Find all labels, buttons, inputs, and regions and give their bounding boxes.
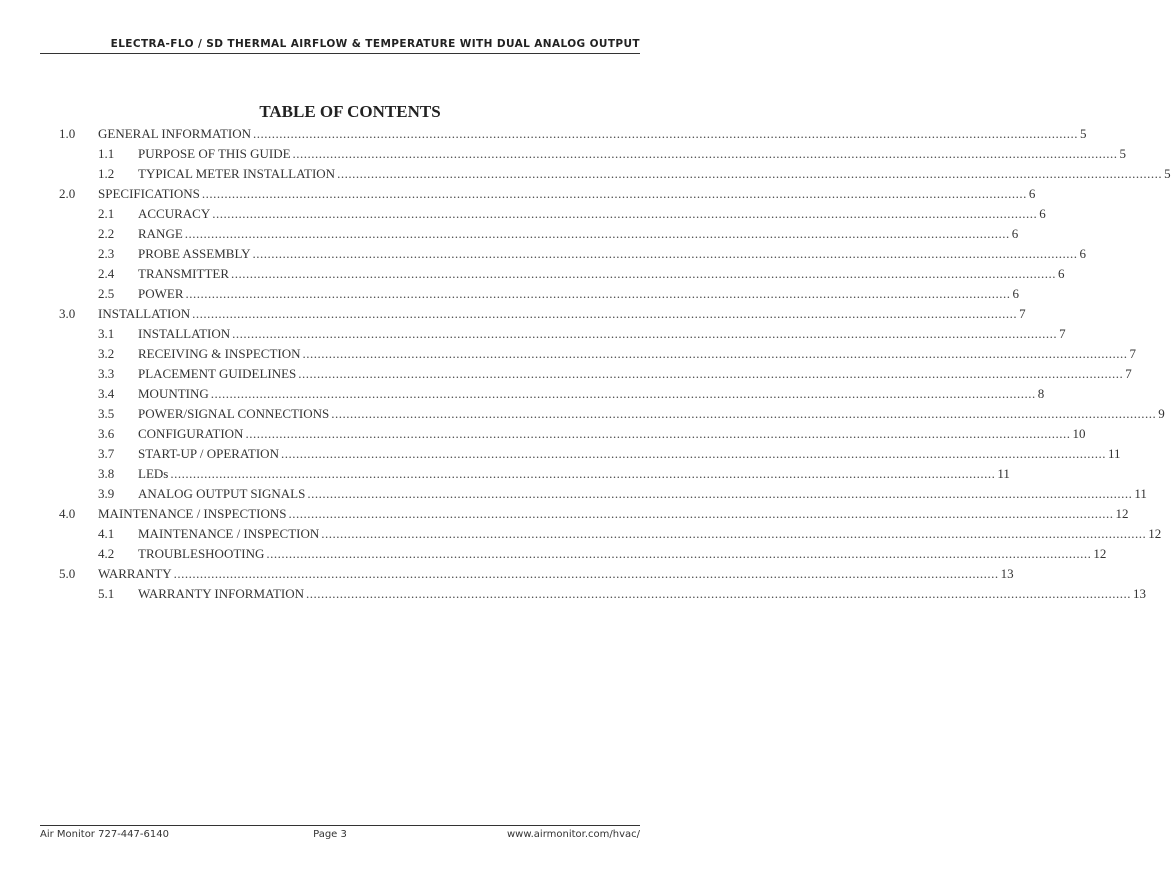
toc-entry-page: 7 bbox=[1129, 346, 1136, 361]
toc-entry-title: WARRANTY bbox=[98, 566, 172, 581]
toc-entry-number: 3.7 bbox=[98, 446, 115, 461]
toc-dot-leader: ............................................................................................................................................................................................................................ bbox=[210, 386, 1036, 401]
toc-entry-line bbox=[138, 444, 1121, 464]
toc-entry-line bbox=[138, 284, 1019, 304]
toc-entry[interactable] bbox=[0, 204, 1046, 224]
toc-entry-title: ANALOG OUTPUT SIGNALS bbox=[138, 486, 306, 501]
toc-entry-line bbox=[138, 264, 1065, 284]
toc-dot-leader: ............................................................................................................................................................................................................................ bbox=[321, 526, 1147, 541]
toc-heading: TABLE OF CONTENTS bbox=[259, 102, 441, 121]
toc-entry[interactable] bbox=[0, 224, 1019, 244]
toc-entry-title: GENERAL INFORMATION bbox=[98, 126, 251, 141]
toc-entry-title: RECEIVING & INSPECTION bbox=[138, 346, 301, 361]
toc-entry-line bbox=[98, 304, 1026, 324]
toc-entry-number: 3.0 bbox=[59, 306, 76, 321]
toc-entry-line bbox=[138, 204, 1046, 224]
footer-website: www.airmonitor.com/hvac/ bbox=[506, 829, 640, 840]
toc-entry-page: 6 bbox=[1058, 266, 1065, 281]
toc-entry-line bbox=[138, 404, 1165, 424]
toc-entry-page: 13 bbox=[1133, 586, 1146, 601]
toc-entry-title: PROBE ASSEMBLY bbox=[138, 246, 251, 261]
toc-entry-line bbox=[138, 364, 1132, 384]
toc-entry[interactable] bbox=[0, 404, 1165, 424]
toc-entry-title: WARRANTY INFORMATION bbox=[138, 586, 304, 601]
toc-entry-page: 11 bbox=[1107, 446, 1121, 461]
toc-entry-title: ACCURACY bbox=[138, 206, 211, 221]
toc-entry-number: 2.5 bbox=[98, 286, 115, 301]
toc-entry-number: 1.0 bbox=[59, 126, 76, 141]
toc-entry-title: INSTALLATION bbox=[98, 306, 191, 321]
toc-dot-leader: ............................................................................................................................................................................................................................ bbox=[212, 206, 1038, 221]
toc-entry-line bbox=[98, 184, 1036, 204]
toc-entry-number: 2.4 bbox=[98, 266, 115, 281]
toc-entry[interactable] bbox=[0, 304, 1026, 324]
toc-entry[interactable] bbox=[0, 504, 1129, 524]
toc-entry-line bbox=[98, 564, 1014, 584]
toc-entry-line bbox=[138, 244, 1086, 264]
toc-entry-number: 5.0 bbox=[59, 566, 76, 581]
toc-dot-leader: ............................................................................................................................................................................................................................ bbox=[185, 286, 1011, 301]
toc-entry[interactable] bbox=[0, 244, 1086, 264]
toc-dot-leader: ............................................................................................................................................................................................................................ bbox=[266, 546, 1092, 561]
toc-entry-title: POWER bbox=[138, 286, 184, 301]
toc-entry-line bbox=[138, 584, 1146, 604]
toc-entry-page: 12 bbox=[1115, 506, 1129, 521]
toc-dot-leader: ............................................................................................................................................................................................................................ bbox=[253, 126, 1078, 141]
toc-entry-number: 3.5 bbox=[98, 406, 115, 421]
toc-entry-number: 4.0 bbox=[59, 506, 76, 521]
toc-dot-leader: ............................................................................................................................................................................................................................ bbox=[331, 406, 1157, 421]
toc-entry-page: 5 bbox=[1164, 166, 1171, 181]
toc-entry-title: RANGE bbox=[138, 226, 183, 241]
toc-entry-title: POWER/SIGNAL CONNECTIONS bbox=[138, 406, 330, 421]
toc-entry[interactable] bbox=[0, 264, 1065, 284]
toc-entry[interactable] bbox=[0, 464, 1010, 484]
toc-dot-leader: ............................................................................................................................................................................................................................ bbox=[252, 246, 1078, 261]
toc-dot-leader: ............................................................................................................................................................................................................................ bbox=[280, 446, 1106, 461]
toc-dot-leader: ............................................................................................................................................................................................................................ bbox=[192, 306, 1018, 321]
footer-phone: Air Monitor 727-447-6140 bbox=[40, 829, 169, 840]
toc-entry-title: TRANSMITTER bbox=[138, 266, 229, 281]
toc-entry-line bbox=[98, 504, 1129, 524]
toc-entry[interactable] bbox=[0, 124, 1087, 144]
toc-entry[interactable] bbox=[0, 144, 1127, 164]
footer-page-number: Page 3 bbox=[313, 829, 347, 840]
toc-entry-number: 4.2 bbox=[98, 546, 115, 561]
toc-entry-number: 2.0 bbox=[59, 186, 76, 201]
toc-entry-page: 11 bbox=[997, 466, 1010, 481]
toc-entry-line bbox=[138, 424, 1086, 444]
toc-entry-page: 13 bbox=[1000, 566, 1014, 581]
toc-entry-title: MOUNTING bbox=[138, 386, 209, 401]
toc-entry-line bbox=[138, 224, 1019, 244]
toc-entry-title: PURPOSE OF THIS GUIDE bbox=[138, 146, 291, 161]
toc-entry[interactable] bbox=[0, 424, 1086, 444]
toc-entry[interactable] bbox=[0, 524, 1162, 544]
toc-entry-title: SPECIFICATIONS bbox=[98, 186, 200, 201]
toc-entry-line bbox=[138, 384, 1045, 404]
toc-entry-line bbox=[138, 324, 1066, 344]
toc-entry-number: 5.1 bbox=[98, 586, 115, 601]
toc-entry-title: TYPICAL METER INSTALLATION bbox=[138, 166, 336, 181]
toc-dot-leader: ............................................................................................................................................................................................................................ bbox=[245, 426, 1071, 441]
toc-entry-page: 5 bbox=[1080, 126, 1087, 141]
header-rule bbox=[40, 53, 640, 54]
toc-entry-page: 12 bbox=[1093, 546, 1107, 561]
toc-entry-page: 7 bbox=[1125, 366, 1132, 381]
toc-list bbox=[0, 124, 1171, 604]
toc-entry[interactable] bbox=[0, 544, 1107, 564]
toc-entry-number: 2.3 bbox=[98, 246, 115, 261]
toc-entry-number: 3.6 bbox=[98, 426, 115, 441]
toc-entry-number: 2.2 bbox=[98, 226, 115, 241]
toc-entry-number: 3.8 bbox=[98, 466, 115, 481]
toc-entry-line bbox=[98, 124, 1087, 144]
toc-entry-title: TROUBLESHOOTING bbox=[138, 546, 265, 561]
toc-entry[interactable] bbox=[0, 284, 1019, 304]
toc-entry-line bbox=[138, 144, 1127, 164]
toc-entry[interactable] bbox=[0, 344, 1136, 364]
toc-entry-page: 10 bbox=[1072, 426, 1086, 441]
toc-entry[interactable] bbox=[0, 164, 1171, 184]
toc-entry-page: 11 bbox=[1134, 486, 1147, 501]
toc-entry-number: 3.2 bbox=[98, 346, 115, 361]
toc-dot-leader: ............................................................................................................................................................................................................................ bbox=[307, 486, 1133, 501]
toc-entry[interactable] bbox=[0, 364, 1132, 384]
toc-entry-number: 3.9 bbox=[98, 486, 115, 501]
toc-entry[interactable] bbox=[0, 564, 1014, 584]
toc-entry-page: 7 bbox=[1019, 306, 1026, 321]
toc-entry-number: 3.3 bbox=[98, 366, 115, 381]
toc-entry[interactable] bbox=[0, 444, 1121, 464]
toc-dot-leader: ............................................................................................................................................................................................................................ bbox=[306, 586, 1131, 601]
toc-dot-leader: ............................................................................................................................................................................................................................ bbox=[288, 506, 1114, 521]
toc-entry-page: 6 bbox=[1079, 246, 1086, 261]
toc-entry-title: CONFIGURATION bbox=[138, 426, 244, 441]
toc-entry-line bbox=[138, 524, 1162, 544]
toc-entry[interactable] bbox=[0, 184, 1036, 204]
toc-entry-page: 7 bbox=[1059, 326, 1066, 341]
toc-dot-leader: ............................................................................................................................................................................................................................ bbox=[184, 226, 1010, 241]
toc-entry-number: 1.2 bbox=[98, 166, 115, 181]
toc-entry-number: 1.1 bbox=[98, 146, 115, 161]
toc-entry-line bbox=[138, 344, 1136, 364]
toc-entry-title: MAINTENANCE / INSPECTION bbox=[138, 526, 320, 541]
running-header: ELECTRA-FLO / SD THERMAL AIRFLOW & TEMPERATURE WITH DUAL ANALOG OUTPUT bbox=[110, 38, 640, 50]
footer-rule bbox=[40, 825, 640, 826]
toc-entry[interactable] bbox=[0, 324, 1066, 344]
toc-dot-leader: ............................................................................................................................................................................................................................ bbox=[232, 326, 1058, 341]
toc-dot-leader: ............................................................................................................................................................................................................................ bbox=[173, 566, 999, 581]
toc-entry-title: MAINTENANCE / INSPECTIONS bbox=[98, 506, 287, 521]
toc-entry-page: 12 bbox=[1148, 526, 1162, 541]
toc-entry-page: 8 bbox=[1037, 386, 1045, 401]
toc-entry[interactable] bbox=[0, 584, 1146, 604]
toc-entry-page: 6 bbox=[1039, 206, 1046, 221]
toc-entry-title: PLACEMENT GUIDELINES bbox=[138, 366, 297, 381]
toc-entry-line bbox=[138, 484, 1147, 504]
toc-dot-leader: ............................................................................................................................................................................................................................ bbox=[298, 366, 1124, 381]
toc-entry-page: 6 bbox=[1011, 226, 1019, 241]
toc-entry-line bbox=[138, 544, 1107, 564]
toc-dot-leader: ............................................................................................................................................................................................................................ bbox=[201, 186, 1027, 201]
toc-dot-leader: ............................................................................................................................................................................................................................ bbox=[231, 266, 1056, 281]
toc-entry-page: 6 bbox=[1028, 186, 1036, 201]
toc-entry-line bbox=[138, 464, 1010, 484]
toc-dot-leader: ............................................................................................................................................................................................................................ bbox=[170, 466, 996, 481]
toc-entry[interactable] bbox=[0, 384, 1045, 404]
toc-entry-page: 6 bbox=[1012, 286, 1019, 301]
toc-entry-title: START-UP / OPERATION bbox=[138, 446, 279, 461]
toc-entry-page: 5 bbox=[1119, 146, 1127, 161]
toc-dot-leader: ............................................................................................................................................................................................................................ bbox=[292, 146, 1118, 161]
toc-entry-number: 3.1 bbox=[98, 326, 115, 341]
toc-entry-number: 4.1 bbox=[98, 526, 115, 541]
toc-dot-leader: ............................................................................................................................................................................................................................ bbox=[302, 346, 1128, 361]
toc-entry-number: 3.4 bbox=[98, 386, 115, 401]
toc-dot-leader: ............................................................................................................................................................................................................................ bbox=[337, 166, 1163, 181]
toc-entry-number: 2.1 bbox=[98, 206, 115, 221]
toc-entry-page: 9 bbox=[1158, 406, 1165, 421]
toc-entry-title: LEDs bbox=[138, 466, 169, 481]
toc-entry-line bbox=[138, 164, 1171, 184]
toc-entry-title: INSTALLATION bbox=[138, 326, 231, 341]
toc-entry[interactable] bbox=[0, 484, 1147, 504]
